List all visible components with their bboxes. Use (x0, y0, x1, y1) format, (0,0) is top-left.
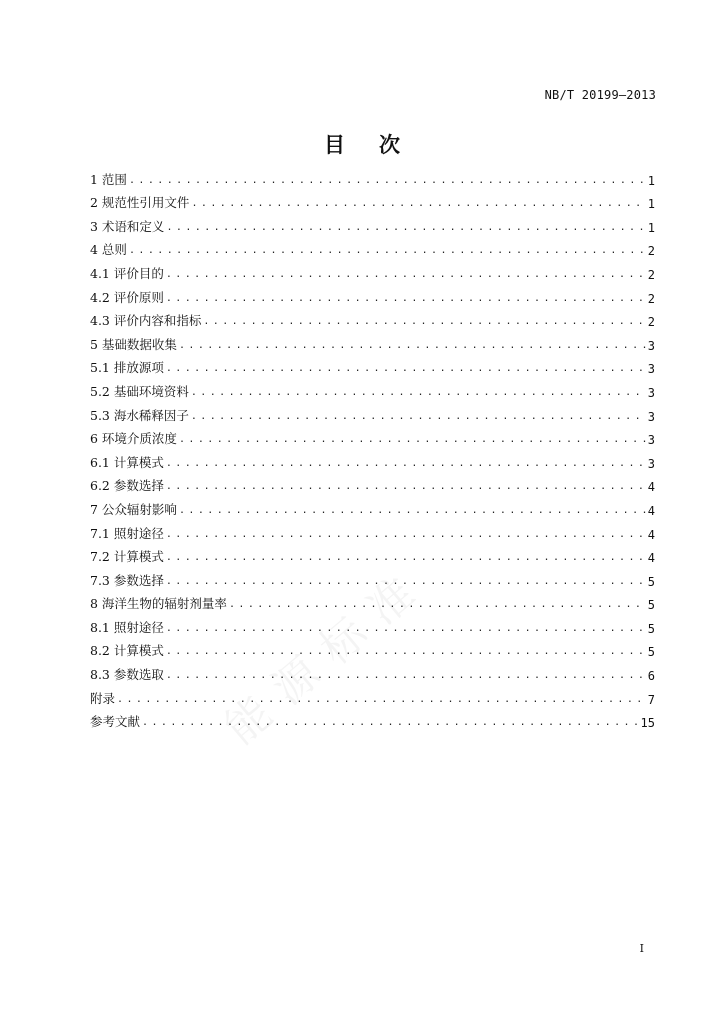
toc-entry-page: 3 (647, 409, 655, 424)
toc-dot-leader (142, 716, 639, 730)
toc-entry-label: 7 公众辐射影响 (90, 501, 177, 517)
toc-dot-leader (179, 433, 646, 447)
toc-entry[interactable] (90, 329, 655, 353)
toc-entry-page: 3 (647, 385, 655, 400)
toc-entry-label: 6.1 计算模式 (90, 454, 164, 470)
toc-entry-page: 5 (647, 645, 655, 660)
toc-dot-leader (179, 339, 646, 353)
toc-entry-page: 15 (640, 716, 655, 731)
toc-dot-leader (166, 480, 646, 494)
toc-dot-leader (191, 410, 646, 424)
toc-entry-label: 2 规范性引用文件 (90, 195, 190, 211)
toc-dot-leader (129, 174, 646, 188)
toc-entry-page: 1 (647, 173, 655, 188)
toc-dot-leader (203, 315, 645, 329)
toc-dot-leader (129, 244, 646, 258)
toc-dot-leader (166, 457, 646, 471)
toc-entry-page: 5 (647, 621, 655, 636)
toc-entry-page: 5 (647, 598, 655, 613)
toc-entry-page: 1 (647, 220, 655, 235)
toc-entry[interactable] (90, 542, 655, 566)
toc-entry[interactable] (90, 282, 655, 306)
toc-entry-label: 4.1 评价目的 (90, 265, 164, 281)
toc-entry-page: 2 (647, 244, 655, 259)
toc-entry-page: 4 (647, 551, 655, 566)
toc-entry[interactable] (90, 707, 655, 731)
toc-entry[interactable] (90, 376, 655, 400)
toc-dot-leader (229, 598, 646, 612)
toc-dot-leader (166, 221, 645, 235)
toc-entry[interactable] (90, 400, 655, 424)
toc-entry-page: 5 (647, 574, 655, 589)
toc-entry[interactable] (90, 211, 655, 235)
toc-entry-label: 8 海洋生物的辐射剂量率 (90, 596, 227, 612)
toc-entry[interactable] (90, 353, 655, 377)
toc-entry-label: 参考文献 (90, 714, 141, 730)
toc-entry[interactable] (90, 471, 655, 495)
toc-entry-label: 8.2 计算模式 (90, 643, 164, 659)
toc-entry-label: 5.1 排放源项 (90, 360, 164, 376)
toc-entry-page: 4 (647, 527, 655, 542)
toc-entry-page: 3 (647, 338, 655, 353)
standard-number: NB/T 20199—2013 (544, 88, 656, 102)
toc-entry-label: 5 基础数据收集 (90, 336, 177, 352)
toc-dot-leader (166, 268, 646, 282)
toc-dot-leader (191, 386, 646, 400)
toc-entry-label: 6 环境介质浓度 (90, 431, 177, 447)
toc-entry-page: 7 (647, 692, 655, 707)
toc-entry[interactable] (90, 424, 655, 448)
toc-entry-label: 5.3 海水稀释因子 (90, 407, 189, 423)
toc-dot-leader (117, 693, 646, 707)
toc-entry[interactable] (90, 258, 655, 282)
toc-entry-page: 6 (647, 669, 655, 684)
toc-entry[interactable] (90, 659, 655, 683)
toc-entry-label: 1 范围 (90, 171, 127, 187)
toc-dot-leader (179, 504, 646, 518)
toc-entry-page: 3 (647, 433, 655, 448)
toc-entry-label: 7.2 计算模式 (90, 549, 164, 565)
toc-entry-label: 5.2 基础环境资料 (90, 383, 189, 399)
toc-dot-leader (166, 292, 646, 306)
toc-entry[interactable] (90, 188, 655, 212)
toc-entry-page: 2 (647, 291, 655, 306)
toc-dot-leader (166, 645, 646, 659)
toc-entry-page: 3 (647, 456, 655, 471)
toc-entry-label: 8.1 照射途径 (90, 619, 164, 635)
toc-entry-page: 3 (647, 362, 655, 377)
toc-entry-label: 6.2 参数选择 (90, 478, 164, 494)
toc-entry-label: 4.3 评价内容和指标 (90, 313, 202, 329)
toc-entry-label: 附录 (90, 690, 116, 706)
toc-entry-page: 2 (647, 315, 655, 330)
toc-entry[interactable] (90, 683, 655, 707)
toc-dot-leader (166, 362, 646, 376)
toc-entry-page: 2 (647, 267, 655, 282)
toc-entry[interactable] (90, 306, 655, 330)
toc-entry-label: 7.1 照射途径 (90, 525, 164, 541)
toc-dot-leader (166, 528, 646, 542)
toc-entry-label: 8.3 参数选取 (90, 667, 164, 683)
toc-entry-label: 4.2 评价原则 (90, 289, 164, 305)
toc-entry-label: 3 术语和定义 (90, 218, 165, 234)
page-title: 目次 (324, 132, 434, 157)
toc-entry[interactable] (90, 235, 655, 259)
toc-entry[interactable] (90, 447, 655, 471)
toc-entry[interactable] (90, 518, 655, 542)
toc-entry-label: 7.3 参数选择 (90, 572, 164, 588)
toc-dot-leader (191, 197, 645, 211)
toc-entry-page: 4 (647, 480, 655, 495)
toc-entry[interactable] (90, 494, 655, 518)
toc-entry-label: 4 总则 (90, 242, 127, 258)
toc-entry-page: 4 (647, 503, 655, 518)
toc-entry-page: 1 (647, 197, 655, 212)
page-number: I (639, 942, 644, 955)
toc-entry[interactable] (90, 164, 655, 188)
